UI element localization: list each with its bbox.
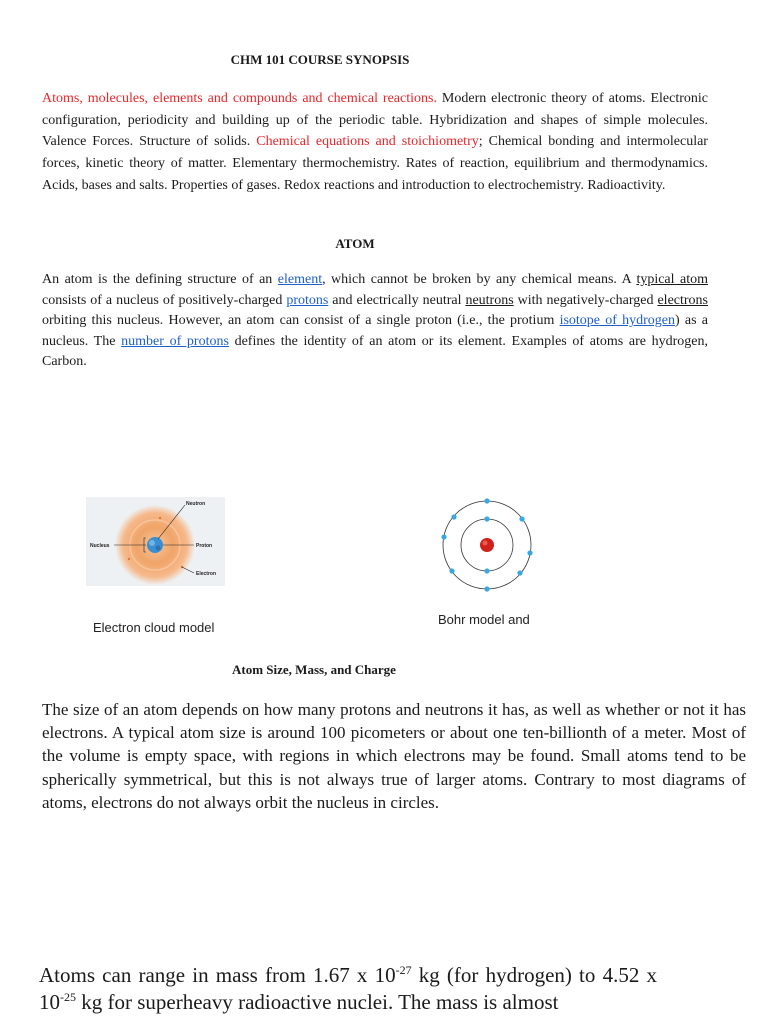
underlined-typical-atom: typical atom [636, 272, 708, 287]
electron-dot [128, 558, 130, 560]
link-isotope-of-hydrogen[interactable]: isotope of hydrogen [559, 313, 675, 329]
label-proton: Proton [196, 543, 213, 549]
document-title: CHM 101 COURSE SYNOPSIS [230, 52, 410, 67]
section-heading-size-mass-charge: Atom Size, Mass, and Charge [232, 662, 396, 677]
bohr-model-image [436, 497, 538, 593]
mass-paragraph [39, 962, 657, 1015]
synopsis-red-text-1: Atoms, molecules, elements and compounds and chemical reactions. [42, 91, 437, 106]
underlined-electrons: electrons [657, 292, 708, 308]
atom-text: defines the identity of an atom or its element. Examples of atoms are hydrogen, Carbon. [42, 333, 709, 370]
electron-cloud-figure [86, 497, 225, 586]
exponent: -27 [395, 963, 412, 977]
electron [484, 586, 489, 591]
synopsis-text-1: Modern electronic theory of atoms. Electronic configuration, periodicity and building up of the periodic table. Hybridization and shapes of simple molecules. Valence Forces. Structure of solids. [42, 91, 709, 150]
atom-text: orbiting this nucleus. However, an atom can consist of a single proton (i.e., the protium [42, 313, 560, 329]
atom-paragraph [42, 270, 708, 373]
bohr-nucleus [480, 538, 494, 552]
label-nucleus: Nucleus [90, 543, 110, 549]
atom-text: with negatively-charged [513, 292, 658, 308]
nucleus-core [147, 537, 163, 553]
synopsis-text-2: ; Chemical bonding and intermolecular forces, kinetic theory of matter. Elementary thermochemistry. Rates of reaction, equilibrium and thermodynamics. Acids, bases and salts. Properties of gases. Redox reactions and introduction to electrochemistry. Radioactivity. [42, 134, 708, 193]
electron [441, 534, 446, 539]
caption-bohr-model: Bohr model and [438, 612, 530, 627]
atom-text: consists of a nucleus of positively-charged [42, 292, 287, 308]
label-electron: Electron [196, 571, 217, 577]
electron [449, 568, 454, 573]
link-number-of-protons[interactable]: number of protons [121, 333, 229, 349]
mass-text: Atoms can range in mass from 1.67 x 10 [39, 963, 396, 987]
nucleus-particle [156, 546, 161, 551]
atom-text: An atom is the defining structure of an [42, 272, 278, 287]
mass-text: kg (for hydrogen) to 4.52 x 10 [39, 963, 657, 1014]
electron-cloud-image [86, 497, 225, 586]
electron [484, 516, 489, 521]
mass-text: kg for superheavy radioactive nuclei. The mass is almost [76, 989, 559, 1014]
label-neutron: Neutron [186, 501, 206, 507]
electron [484, 568, 489, 573]
atom-text: , which cannot be broken by any chemical means. A [322, 272, 637, 287]
electron-dot [159, 517, 161, 519]
electron [484, 498, 489, 503]
atom-text: ) as a nucleus. The [42, 313, 708, 349]
electron [451, 514, 456, 519]
link-element[interactable]: element [277, 272, 323, 287]
nucleus-highlight [149, 540, 155, 546]
synopsis-red-text-2: Chemical equations and stoichiometry [256, 134, 479, 150]
atom-text: and electrically neutral [328, 292, 466, 308]
synopsis-paragraph [42, 88, 708, 197]
size-paragraph: The size of an atom depends on how many protons and neutrons it has, as well as whether or not it has electrons. A typical atom size is around 100 picometers or about one ten-billionth of a meter. Most of the volume is empty space, with regions in which electrons may be found. Small atoms tend to be spherically symmetrical, but this is not always true of larger atoms. Contrary to most diagrams of atoms, electrons do not always orbit the nucleus in circles. [42, 700, 746, 812]
electron [527, 550, 532, 555]
electron [517, 570, 522, 575]
exponent: -25 [60, 989, 76, 1004]
electron [519, 516, 524, 521]
bohr-model-figure [436, 497, 538, 593]
atom-heading: ATOM [335, 236, 375, 251]
underlined-neutrons: neutrons [465, 292, 514, 308]
caption-electron-cloud: Electron cloud model [93, 620, 215, 635]
link-protons[interactable]: protons [286, 292, 329, 308]
bohr-nucleus-highlight [483, 541, 488, 546]
